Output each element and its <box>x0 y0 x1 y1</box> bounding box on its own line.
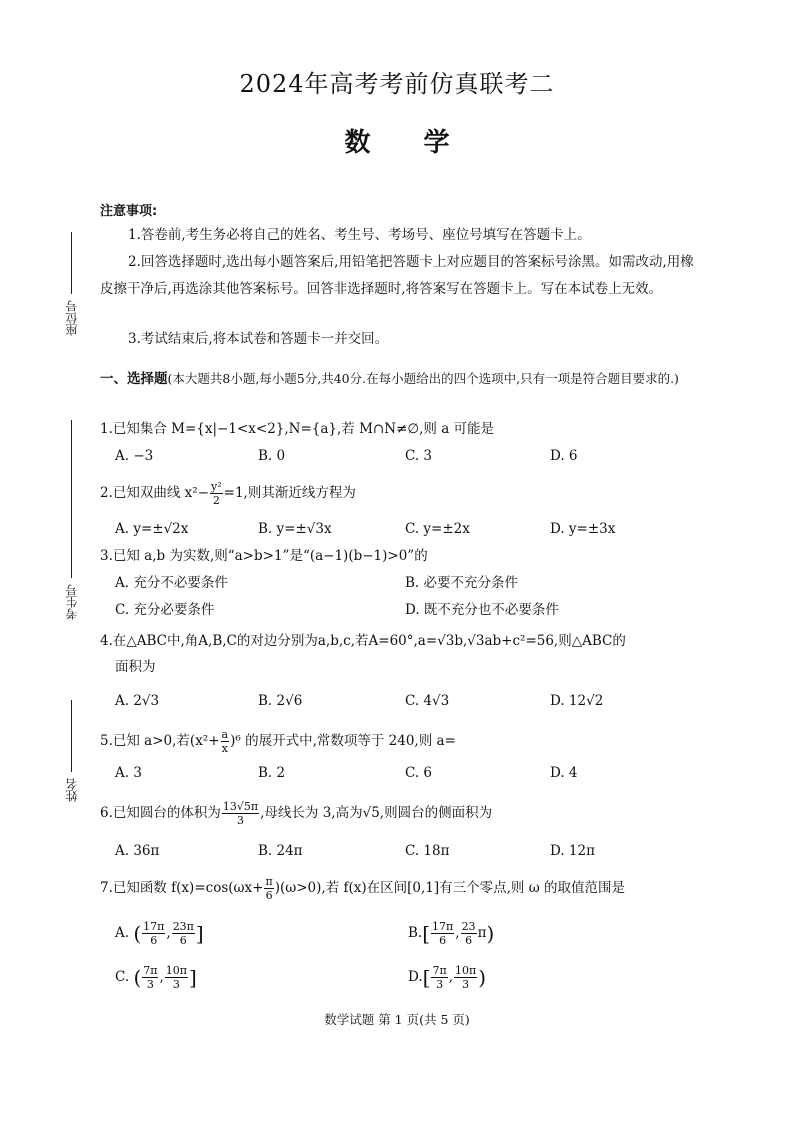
q2-option-a: A. y=±√2x <box>115 521 189 537</box>
seat-number-label: 座位号 <box>65 300 79 336</box>
question-3: 3.已知 a,b 为实数,则“a>b>1”是“(a−1)(b−1)>0”的 <box>100 548 428 564</box>
q6-option-a: A. 36π <box>115 843 160 859</box>
name-line <box>71 700 72 772</box>
question-4-line1: 4.在△ABC中,角A,B,C的对边分别为a,b,c,若A=60°,a=√3b,√3ab+c²=56,则△ABC的 <box>100 633 626 649</box>
question-6: 6.已知圆台的体积为 $\frac{13√5\pi}{3}$ ,母线长为 3,高为√5,则圆台的侧面积为 <box>100 800 493 827</box>
q2-option-b: B. y=±√3x <box>258 521 332 537</box>
q3-option-a: A. 充分不必要条件 <box>115 575 228 591</box>
note-1: 1.答卷前,考生务必将自己的姓名、考生号、考场号、座位号填写在答题卡上。 <box>128 227 591 243</box>
q2-fraction: $\frac{\text{y²}}{2}$ <box>211 480 222 507</box>
seat-number-line <box>71 232 72 294</box>
q4-option-b: B. 2√6 <box>258 693 303 709</box>
exam-number-line <box>71 420 72 578</box>
q7-option-a: A. ( $\frac{17\pi}{6}$ , $\frac{23\pi}{6}$ ] <box>115 920 204 947</box>
section-heading <box>100 365 700 393</box>
q6-option-b: B. 24π <box>258 843 303 859</box>
exam-number-label: 考生号 <box>65 584 79 620</box>
q3-option-d: D. 既不充分也不必要条件 <box>405 602 559 618</box>
q1-option-d: D. 6 <box>550 448 578 464</box>
q5-fraction: $\frac{a}{x}$ <box>221 728 229 755</box>
q1-option-c: C. 3 <box>405 448 433 464</box>
q5-option-b: B. 2 <box>258 765 286 781</box>
question-2: 2.已知双曲线 x²− $\frac{\text{y²}}{2}$ =1,则其渐近线方程为 <box>100 480 356 507</box>
q4-option-c: C. 4√3 <box>405 693 450 709</box>
q7-fraction: $\frac{\pi}{6}$ <box>265 875 273 902</box>
q5-option-a: A. 3 <box>115 765 142 781</box>
q2-option-d: D. y=±3x <box>550 521 616 537</box>
q1-option-b: B. 0 <box>258 448 286 464</box>
note-2: 2.回答选择题时,选出每小题答案后,用铅笔把答题卡上对应题目的答案标号涂黑。如需改动,用橡皮擦干净后,再选涂其他答案标号。回答非选择题时,将答案写在答题卡上。写在本试卷上无效。 <box>100 254 694 297</box>
q4-option-a: A. 2√3 <box>115 693 160 709</box>
q7-option-b: B.[ $\frac{17\pi}{6}$ , $\frac{23}{6}$ π) <box>408 920 495 947</box>
name-field <box>62 700 82 810</box>
question-4-line2: 面积为 <box>115 659 156 675</box>
notes-title: 注意事项: <box>100 204 158 219</box>
q1-option-a: A. −3 <box>115 448 154 464</box>
subject-title: 数 学 <box>344 128 472 158</box>
section-title: 一、选择题 <box>100 371 168 387</box>
q4-option-d: D. 12√2 <box>550 693 604 709</box>
q5-option-d: D. 4 <box>550 765 578 781</box>
q6-option-c: C. 18π <box>405 843 450 859</box>
q3-option-c: C. 充分必要条件 <box>115 602 215 618</box>
question-7: 7.已知函数 f(x)=cos(ωx+ $\frac{\pi}{6}$ )(ω>0),若 f(x)在区间[0,1]有三个零点,则 ω 的取值范围是 <box>100 875 626 902</box>
q7-option-c: C. ( $\frac{7\pi}{3}$ , $\frac{10\pi}{3}$ ] <box>115 964 197 991</box>
question-1: 1.已知集合 M={x|−1<x<2},N={a},若 M∩N≠∅,则 a 可能是 <box>100 421 495 437</box>
q3-option-b: B. 必要不充分条件 <box>405 575 519 591</box>
page-footer: 数学试题 第 1 页(共 5 页) <box>324 1012 470 1027</box>
seat-number-field <box>62 232 82 347</box>
q6-fraction: $\frac{13√5\pi}{3}$ <box>222 800 259 827</box>
q2-option-c: C. y=±2x <box>405 521 470 537</box>
name-label: 姓名 <box>65 778 79 802</box>
q6-option-d: D. 12π <box>550 843 595 859</box>
q5-option-c: C. 6 <box>405 765 433 781</box>
q7-option-d: D.[ $\frac{7\pi}{3}$ , $\frac{10\pi}{3}$ ) <box>408 964 487 991</box>
section-note: (本大题共8小题,每小题5分,共40分.在每小题给出的四个选项中,只有一项是符合题目要求的.) <box>167 371 679 386</box>
exam-number-field <box>62 420 82 630</box>
exam-title: 2024年高考考前仿真联考二 <box>239 70 555 98</box>
question-5: 5.已知 a>0,若(x²+ $\frac{a}{x}$ )⁶ 的展开式中,常数项等于 240,则 a= <box>100 728 456 755</box>
note-3: 3.考试结束后,将本试卷和答题卡一并交回。 <box>128 331 389 347</box>
